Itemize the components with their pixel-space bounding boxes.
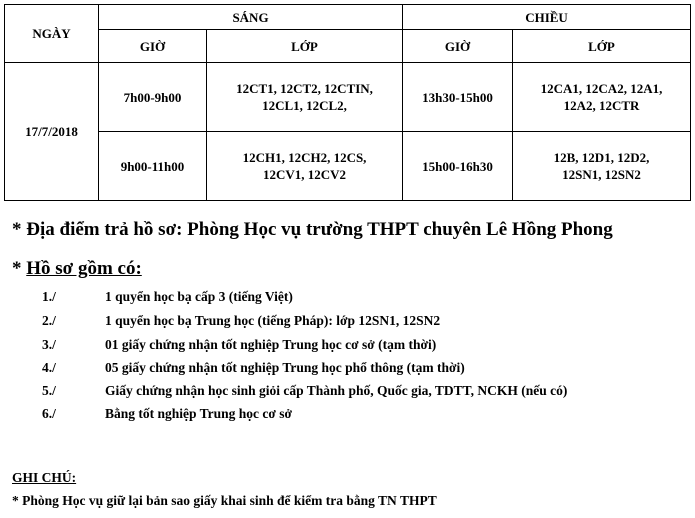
note-title: GHI CHÚ: [12, 470, 77, 485]
class-line: 12CA1, 12CA2, 12A1, [540, 81, 663, 96]
day-header: NGÀY [5, 5, 99, 63]
list-item-number: 2./ [42, 313, 56, 328]
table-row [5, 132, 691, 201]
class-line: 12B, 12D1, 12D2, [553, 150, 650, 165]
schedule-table [4, 4, 691, 201]
docs-title: Hồ sơ gồm có: [26, 258, 142, 279]
list-item: 05 giấy chứng nhận tốt nghiệp Trung học phổ thông (tạm thời) [105, 360, 465, 375]
morning-header: SÁNG [99, 5, 403, 30]
morning-class-cell [207, 63, 403, 132]
afternoon-time-cell: 13h30-15h00 [403, 63, 513, 132]
list-item: 01 giấy chứng nhận tốt nghiệp Trung học cơ sở (tạm thời) [105, 337, 437, 352]
docs-heading [12, 258, 142, 280]
list-item-number: 1./ [42, 289, 56, 304]
morning-time-cell: 7h00-9h00 [99, 63, 207, 132]
morning-class-header: LỚP [207, 30, 403, 63]
morning-class-cell [207, 132, 403, 201]
class-line: 12CL1, 12CL2, [262, 98, 347, 113]
class-line: 12CT1, 12CT2, 12CTIN, [236, 81, 373, 96]
class-line: 12CH1, 12CH2, 12CS, [242, 150, 367, 165]
morning-time-header: GIỜ [99, 30, 207, 63]
afternoon-class-header: LỚP [513, 30, 691, 63]
list-item-number: 5./ [42, 383, 56, 398]
list-item: 1 quyển học bạ cấp 3 (tiếng Việt) [105, 289, 293, 304]
afternoon-time-header: GIỜ [403, 30, 513, 63]
class-line: 12A2, 12CTR [563, 98, 640, 113]
morning-time-cell: 9h00-11h00 [99, 132, 207, 201]
note-text: * Phòng Học vụ giữ lại bản sao giấy khai sinh để kiểm tra bằng TN THPT [12, 493, 437, 508]
afternoon-time-cell: 15h00-16h30 [403, 132, 513, 201]
afternoon-header: CHIỀU [403, 5, 691, 30]
class-line: 12CV1, 12CV2 [262, 167, 347, 182]
date-cell: 17/7/2018 [5, 63, 99, 201]
table-row [5, 63, 691, 132]
list-item-number: 3./ [42, 337, 56, 352]
list-item: Giấy chứng nhận học sinh giỏi cấp Thành phố, Quốc gia, TDTT, NCKH (nếu có) [105, 383, 568, 398]
afternoon-class-cell [513, 132, 691, 201]
list-item: 1 quyển học bạ Trung học (tiếng Pháp): lớp 12SN1, 12SN2 [105, 313, 441, 328]
class-line: 12SN1, 12SN2 [562, 167, 641, 182]
list-item: Bằng tốt nghiệp Trung học cơ sở [105, 406, 292, 421]
location-line: * Địa điểm trả hồ sơ: Phòng Học vụ trường THPT chuyên Lê Hồng Phong [12, 219, 613, 240]
list-item-number: 6./ [42, 406, 56, 421]
docs-prefix: * [12, 258, 27, 279]
list-item-number: 4./ [42, 360, 56, 375]
afternoon-class-cell [513, 63, 691, 132]
